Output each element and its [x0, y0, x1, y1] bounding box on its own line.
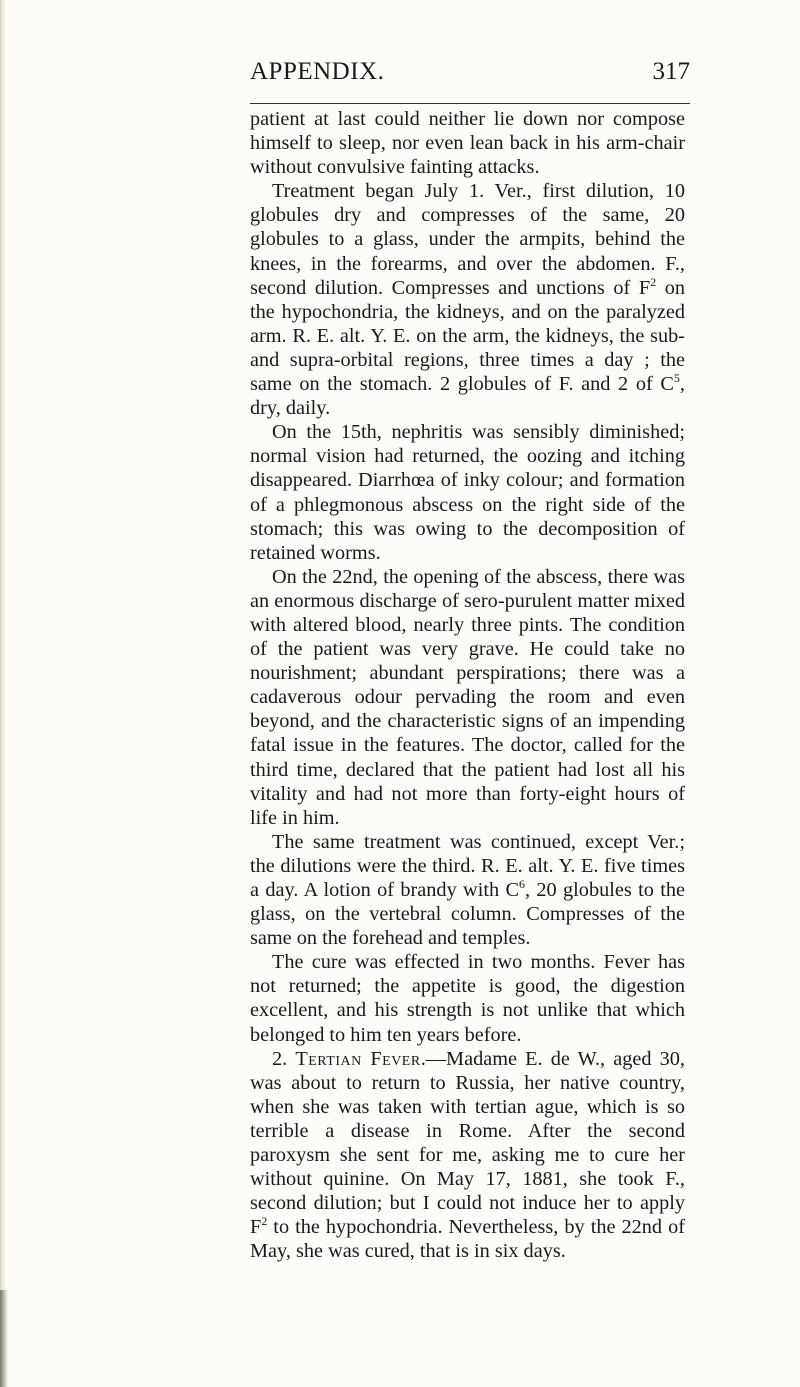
body-text — [250, 107, 685, 1264]
section-heading: Tertian Fever — [295, 1047, 421, 1070]
page-corner-mark — [0, 1290, 8, 1387]
text-run: .—Madame E. de W., aged 30, was about to return to Russia, her native country, when she was taken with tertian ague, which is so terrible a disease in Rome. After the second paroxysm she sent for me, asking me to cure her without quinine. On May 17, 1881, she took F., second dilution; but I could not induce her to apply F — [250, 1047, 685, 1239]
paragraph: patient at last could neither lie down nor compose himself to sleep, nor even lean back in his arm-chair without convulsive fainting attacks. — [250, 108, 685, 179]
paragraph: On the 22nd, the opening of the abscess, there was an enormous discharge of sero-purulent matter mixed with altered blood, nearly three pints. The condition of the patient was very grave. He could take no nourishment; abundant perspirations; there was a cadaverous odour pervading the room and even beyond, and the characteristic signs of an impending fatal issue in the features. The doctor, called for the third time, declared that the patient had lost all his vitality and had not more than forty-eight hours of life in him. — [250, 565, 685, 829]
page-number: 317 — [652, 58, 690, 85]
text-run: to the hypochondria. Nevertheless, by the 22nd of May, she was cured, that is in six days. — [250, 1216, 685, 1263]
paragraph — [250, 1047, 685, 1264]
text-run: Treatment began July 1. Ver., first dilution, 10 globules dry and compresses of the same, 20 globules to a glass, under the armpits, behind the knees, in the forearms, and over the abdomen. F., second dilution. Compresses and unctions of F — [250, 180, 685, 299]
text-run: The same treatment was continued, except Ver.; the dilutions were the third. R. E. alt. Y. E. five times a day. A lotion of brandy with C — [250, 830, 685, 901]
text-run: 2. — [272, 1047, 296, 1070]
superscript: 6 — [518, 877, 525, 891]
superscript: 2 — [261, 1214, 268, 1229]
paragraph: On the 15th, nephritis was sensibly diminished; normal vision had returned, the oozing and itching disappeared. Diarrhœa of inky colour; and formation of a phlegmonous abscess on the right side of the stomach; this was owing to the decomposition of retained worms. — [250, 421, 685, 564]
header-rule — [250, 103, 690, 104]
page-header — [250, 58, 690, 98]
text-run: on the hypochondria, the kidneys, and on the paralyzed arm. R. E. alt. Y. E. on the arm, the kidneys, the sub- and supra-orbital regions, three times a day ; the same on the stomach. 2 globules of F. and 2 of C — [250, 276, 685, 396]
paragraph — [250, 830, 685, 950]
page-edge-shadow — [0, 0, 6, 1387]
superscript: 5 — [673, 371, 680, 386]
paragraph: The cure was effected in two months. Fever has not returned; the appetite is good, the digestion excellent, and his strength is not unlike that which belonged to him ten years before. — [250, 951, 685, 1046]
superscript: 2 — [650, 274, 657, 289]
text-run: , dry, daily. — [250, 373, 685, 420]
paragraph — [250, 179, 685, 420]
text-run: , 20 globules to the glass, on the vertebral column. Compresses of the same on the forehead and temples. — [250, 879, 685, 950]
running-title: APPENDIX. — [250, 58, 385, 85]
